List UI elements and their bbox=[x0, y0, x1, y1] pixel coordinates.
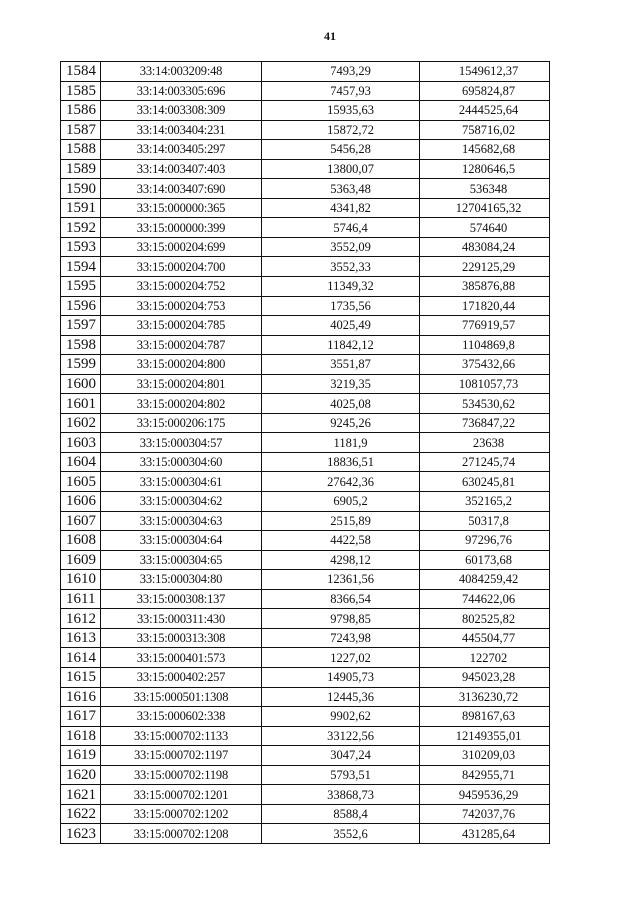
row-number-cell: 1608 bbox=[61, 531, 101, 551]
row-number-cell: 1609 bbox=[61, 550, 101, 570]
value-cell: 744622,06 bbox=[420, 589, 550, 609]
cadastral-number-cell: 33:15:000206:175 bbox=[101, 413, 262, 433]
cadastral-number-cell: 33:15:000204:802 bbox=[101, 394, 262, 414]
cadastral-number-cell: 33:14:003308:309 bbox=[101, 101, 262, 121]
table-row bbox=[61, 511, 550, 531]
value-cell: 536348 bbox=[420, 179, 550, 199]
row-number-cell: 1584 bbox=[61, 62, 101, 82]
value-cell: 23638 bbox=[420, 433, 550, 453]
row-number-cell: 1592 bbox=[61, 218, 101, 238]
table-row bbox=[61, 472, 550, 492]
table-row bbox=[61, 746, 550, 766]
row-number-cell: 1594 bbox=[61, 257, 101, 277]
value-cell: 60173,68 bbox=[420, 550, 550, 570]
table-row bbox=[61, 101, 550, 121]
area-cell: 1181,9 bbox=[262, 433, 420, 453]
table-row bbox=[61, 589, 550, 609]
area-cell: 7243,98 bbox=[262, 628, 420, 648]
value-cell: 1104869,8 bbox=[420, 335, 550, 355]
table-row bbox=[61, 374, 550, 394]
table-row bbox=[61, 570, 550, 590]
row-number-cell: 1600 bbox=[61, 374, 101, 394]
cadastral-number-cell: 33:15:000308:137 bbox=[101, 589, 262, 609]
row-number-cell: 1586 bbox=[61, 101, 101, 121]
value-cell: 50317,8 bbox=[420, 511, 550, 531]
table-row bbox=[61, 296, 550, 316]
value-cell: 3136230,72 bbox=[420, 687, 550, 707]
table-row bbox=[61, 726, 550, 746]
value-cell: 1081057,73 bbox=[420, 374, 550, 394]
cadastral-number-cell: 33:15:000204:787 bbox=[101, 335, 262, 355]
cadastral-number-cell: 33:14:003407:403 bbox=[101, 159, 262, 179]
area-cell: 5363,48 bbox=[262, 179, 420, 199]
area-cell: 3552,6 bbox=[262, 824, 420, 844]
table-row bbox=[61, 179, 550, 199]
table-row bbox=[61, 609, 550, 629]
area-cell: 6905,2 bbox=[262, 492, 420, 512]
value-cell: 97296,76 bbox=[420, 531, 550, 551]
area-cell: 2515,89 bbox=[262, 511, 420, 531]
data-table bbox=[60, 61, 550, 844]
value-cell: 145682,68 bbox=[420, 140, 550, 160]
cadastral-number-cell: 33:15:000313:308 bbox=[101, 628, 262, 648]
table-row bbox=[61, 218, 550, 238]
cadastral-number-cell: 33:15:000304:64 bbox=[101, 531, 262, 551]
cadastral-number-cell: 33:15:000304:61 bbox=[101, 472, 262, 492]
cadastral-number-cell: 33:15:000304:80 bbox=[101, 570, 262, 590]
row-number-cell: 1603 bbox=[61, 433, 101, 453]
table-row bbox=[61, 62, 550, 82]
row-number-cell: 1604 bbox=[61, 452, 101, 472]
row-number-cell: 1613 bbox=[61, 628, 101, 648]
row-number-cell: 1611 bbox=[61, 589, 101, 609]
area-cell: 1227,02 bbox=[262, 648, 420, 668]
area-cell: 3551,87 bbox=[262, 355, 420, 375]
value-cell: 445504,77 bbox=[420, 628, 550, 648]
area-cell: 33122,56 bbox=[262, 726, 420, 746]
row-number-cell: 1591 bbox=[61, 198, 101, 218]
area-cell: 13800,07 bbox=[262, 159, 420, 179]
table-row bbox=[61, 433, 550, 453]
cadastral-number-cell: 33:14:003407:690 bbox=[101, 179, 262, 199]
table-row bbox=[61, 687, 550, 707]
area-cell: 8366,54 bbox=[262, 589, 420, 609]
value-cell: 375432,66 bbox=[420, 355, 550, 375]
cadastral-number-cell: 33:14:003405:297 bbox=[101, 140, 262, 160]
area-cell: 11842,12 bbox=[262, 335, 420, 355]
area-cell: 27642,36 bbox=[262, 472, 420, 492]
area-cell: 5746,4 bbox=[262, 218, 420, 238]
row-number-cell: 1621 bbox=[61, 785, 101, 805]
value-cell: 842955,71 bbox=[420, 765, 550, 785]
table-row bbox=[61, 81, 550, 101]
cadastral-number-cell: 33:15:000304:62 bbox=[101, 492, 262, 512]
area-cell: 18836,51 bbox=[262, 452, 420, 472]
cadastral-number-cell: 33:14:003209:48 bbox=[101, 62, 262, 82]
table-row bbox=[61, 531, 550, 551]
page-number: 41 bbox=[324, 29, 336, 43]
cadastral-number-cell: 33:15:000204:753 bbox=[101, 296, 262, 316]
value-cell: 2444525,64 bbox=[420, 101, 550, 121]
cadastral-number-cell: 33:14:003305:696 bbox=[101, 81, 262, 101]
area-cell: 3219,35 bbox=[262, 374, 420, 394]
value-cell: 1549612,37 bbox=[420, 62, 550, 82]
value-cell: 1280646,5 bbox=[420, 159, 550, 179]
area-cell: 7457,93 bbox=[262, 81, 420, 101]
table-row bbox=[61, 394, 550, 414]
row-number-cell: 1585 bbox=[61, 81, 101, 101]
area-cell: 4025,08 bbox=[262, 394, 420, 414]
table-row bbox=[61, 824, 550, 844]
table-row bbox=[61, 648, 550, 668]
value-cell: 171820,44 bbox=[420, 296, 550, 316]
cadastral-number-cell: 33:15:000204:699 bbox=[101, 237, 262, 257]
table-row bbox=[61, 140, 550, 160]
cadastral-number-cell: 33:15:000304:60 bbox=[101, 452, 262, 472]
cadastral-number-cell: 33:15:000000:365 bbox=[101, 198, 262, 218]
value-cell: 736847,22 bbox=[420, 413, 550, 433]
table-row bbox=[61, 257, 550, 277]
area-cell: 5456,28 bbox=[262, 140, 420, 160]
table-row bbox=[61, 335, 550, 355]
cadastral-number-cell: 33:15:000501:1308 bbox=[101, 687, 262, 707]
value-cell: 4084259,42 bbox=[420, 570, 550, 590]
cadastral-number-cell: 33:14:003404:231 bbox=[101, 120, 262, 140]
row-number-cell: 1616 bbox=[61, 687, 101, 707]
cadastral-number-cell: 33:15:000702:1197 bbox=[101, 746, 262, 766]
area-cell: 3552,33 bbox=[262, 257, 420, 277]
value-cell: 229125,29 bbox=[420, 257, 550, 277]
value-cell: 945023,28 bbox=[420, 667, 550, 687]
value-cell: 742037,76 bbox=[420, 804, 550, 824]
table-row bbox=[61, 550, 550, 570]
cadastral-number-cell: 33:15:000204:752 bbox=[101, 277, 262, 297]
row-number-cell: 1619 bbox=[61, 746, 101, 766]
area-cell: 11349,32 bbox=[262, 277, 420, 297]
cadastral-number-cell: 33:15:000702:1198 bbox=[101, 765, 262, 785]
area-cell: 15872,72 bbox=[262, 120, 420, 140]
table-row bbox=[61, 159, 550, 179]
value-cell: 534530,62 bbox=[420, 394, 550, 414]
row-number-cell: 1605 bbox=[61, 472, 101, 492]
area-cell: 3047,24 bbox=[262, 746, 420, 766]
row-number-cell: 1614 bbox=[61, 648, 101, 668]
table-row bbox=[61, 452, 550, 472]
value-cell: 352165,2 bbox=[420, 492, 550, 512]
area-cell: 7493,29 bbox=[262, 62, 420, 82]
cadastral-number-cell: 33:15:000311:430 bbox=[101, 609, 262, 629]
area-cell: 4422,58 bbox=[262, 531, 420, 551]
area-cell: 9902,62 bbox=[262, 707, 420, 727]
area-cell: 33868,73 bbox=[262, 785, 420, 805]
row-number-cell: 1618 bbox=[61, 726, 101, 746]
area-cell: 12361,56 bbox=[262, 570, 420, 590]
area-cell: 5793,51 bbox=[262, 765, 420, 785]
cadastral-number-cell: 33:15:000304:63 bbox=[101, 511, 262, 531]
row-number-cell: 1602 bbox=[61, 413, 101, 433]
cadastral-number-cell: 33:15:000702:1133 bbox=[101, 726, 262, 746]
cadastral-number-cell: 33:15:000702:1208 bbox=[101, 824, 262, 844]
row-number-cell: 1596 bbox=[61, 296, 101, 316]
value-cell: 758716,02 bbox=[420, 120, 550, 140]
table-row bbox=[61, 667, 550, 687]
value-cell: 122702 bbox=[420, 648, 550, 668]
value-cell: 898167,63 bbox=[420, 707, 550, 727]
value-cell: 12149355,01 bbox=[420, 726, 550, 746]
row-number-cell: 1588 bbox=[61, 140, 101, 160]
cadastral-number-cell: 33:15:000402:257 bbox=[101, 667, 262, 687]
cadastral-number-cell: 33:15:000204:801 bbox=[101, 374, 262, 394]
row-number-cell: 1601 bbox=[61, 394, 101, 414]
table-body bbox=[61, 62, 550, 844]
area-cell: 9245,26 bbox=[262, 413, 420, 433]
table-row bbox=[61, 120, 550, 140]
cadastral-number-cell: 33:15:000000:399 bbox=[101, 218, 262, 238]
value-cell: 385876,88 bbox=[420, 277, 550, 297]
cadastral-number-cell: 33:15:000702:1201 bbox=[101, 785, 262, 805]
table-row bbox=[61, 413, 550, 433]
row-number-cell: 1617 bbox=[61, 707, 101, 727]
value-cell: 695824,87 bbox=[420, 81, 550, 101]
area-cell: 1735,56 bbox=[262, 296, 420, 316]
row-number-cell: 1615 bbox=[61, 667, 101, 687]
row-number-cell: 1587 bbox=[61, 120, 101, 140]
table-row bbox=[61, 316, 550, 336]
row-number-cell: 1597 bbox=[61, 316, 101, 336]
value-cell: 9459536,29 bbox=[420, 785, 550, 805]
area-cell: 12445,36 bbox=[262, 687, 420, 707]
value-cell: 574640 bbox=[420, 218, 550, 238]
area-cell: 15935,63 bbox=[262, 101, 420, 121]
value-cell: 630245,81 bbox=[420, 472, 550, 492]
row-number-cell: 1610 bbox=[61, 570, 101, 590]
value-cell: 310209,03 bbox=[420, 746, 550, 766]
value-cell: 776919,57 bbox=[420, 316, 550, 336]
cadastral-number-cell: 33:15:000702:1202 bbox=[101, 804, 262, 824]
value-cell: 12704165,32 bbox=[420, 198, 550, 218]
area-cell: 4025,49 bbox=[262, 316, 420, 336]
row-number-cell: 1593 bbox=[61, 237, 101, 257]
value-cell: 271245,74 bbox=[420, 452, 550, 472]
cadastral-number-cell: 33:15:000204:800 bbox=[101, 355, 262, 375]
cadastral-number-cell: 33:15:000204:785 bbox=[101, 316, 262, 336]
area-cell: 4341,82 bbox=[262, 198, 420, 218]
area-cell: 9798,85 bbox=[262, 609, 420, 629]
table-row bbox=[61, 628, 550, 648]
table-row bbox=[61, 707, 550, 727]
table-row bbox=[61, 492, 550, 512]
row-number-cell: 1590 bbox=[61, 179, 101, 199]
row-number-cell: 1623 bbox=[61, 824, 101, 844]
area-cell: 3552,09 bbox=[262, 237, 420, 257]
table-row bbox=[61, 355, 550, 375]
row-number-cell: 1620 bbox=[61, 765, 101, 785]
table-row bbox=[61, 237, 550, 257]
row-number-cell: 1599 bbox=[61, 355, 101, 375]
cadastral-number-cell: 33:15:000304:65 bbox=[101, 550, 262, 570]
cadastral-number-cell: 33:15:000401:573 bbox=[101, 648, 262, 668]
cadastral-number-cell: 33:15:000602:338 bbox=[101, 707, 262, 727]
value-cell: 431285,64 bbox=[420, 824, 550, 844]
row-number-cell: 1612 bbox=[61, 609, 101, 629]
row-number-cell: 1598 bbox=[61, 335, 101, 355]
row-number-cell: 1595 bbox=[61, 277, 101, 297]
row-number-cell: 1606 bbox=[61, 492, 101, 512]
table-row bbox=[61, 277, 550, 297]
area-cell: 4298,12 bbox=[262, 550, 420, 570]
area-cell: 14905,73 bbox=[262, 667, 420, 687]
cadastral-number-cell: 33:15:000304:57 bbox=[101, 433, 262, 453]
row-number-cell: 1607 bbox=[61, 511, 101, 531]
value-cell: 802525,82 bbox=[420, 609, 550, 629]
table-row bbox=[61, 765, 550, 785]
table-row bbox=[61, 785, 550, 805]
row-number-cell: 1622 bbox=[61, 804, 101, 824]
area-cell: 8588,4 bbox=[262, 804, 420, 824]
table-row bbox=[61, 198, 550, 218]
row-number-cell: 1589 bbox=[61, 159, 101, 179]
value-cell: 483084,24 bbox=[420, 237, 550, 257]
cadastral-number-cell: 33:15:000204:700 bbox=[101, 257, 262, 277]
table-row bbox=[61, 804, 550, 824]
